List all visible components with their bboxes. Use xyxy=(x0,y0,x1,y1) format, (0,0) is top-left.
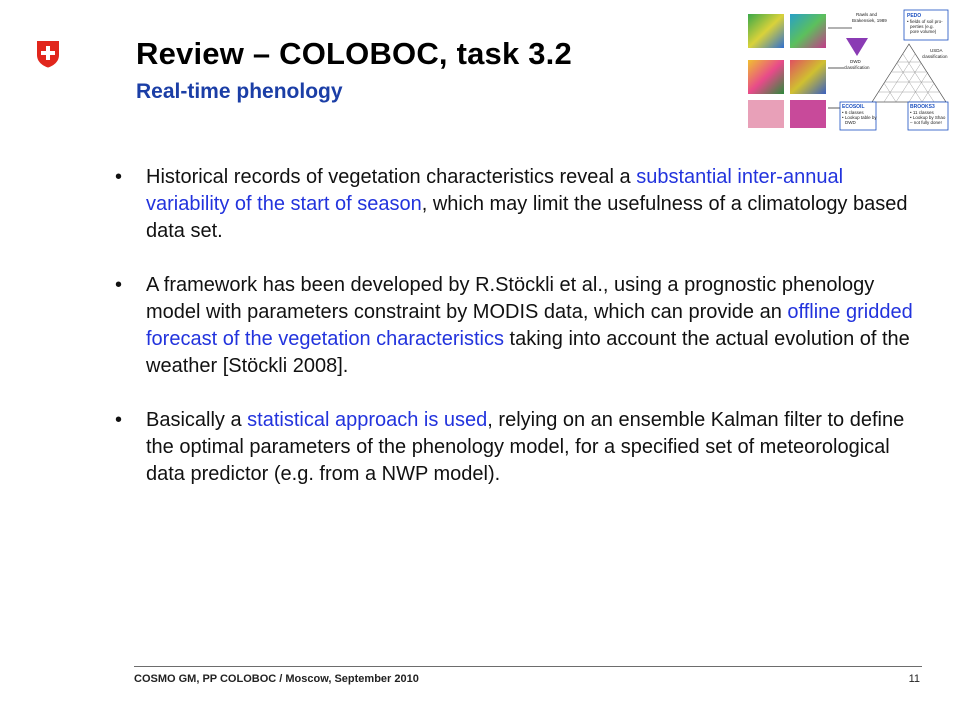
svg-text:classification: classification xyxy=(844,65,870,70)
bullet-dot: • xyxy=(115,166,123,188)
map-thumbnail xyxy=(748,14,784,48)
bullet-dot: • xyxy=(115,274,123,296)
svg-text:DWD: DWD xyxy=(845,120,856,125)
footer-divider xyxy=(134,666,922,667)
bullet-list xyxy=(115,164,915,515)
highlighted-text: substantial inter-annual variability of the start of season xyxy=(146,166,844,215)
svg-text:• Lookup table by: • Lookup table by xyxy=(842,115,877,120)
bullet-text: A framework has been developed by R.Stöckli et al., using a prognostic phenology model with parameters constraint by MODIS data, which can provide an xyxy=(146,274,875,323)
soil-classification-figure xyxy=(744,8,950,132)
svg-text:Rawls and: Rawls and xyxy=(856,12,878,17)
map-thumbnail xyxy=(748,60,784,94)
svg-text:ECOSOIL: ECOSOIL xyxy=(842,104,865,110)
svg-text:BROOKS3: BROOKS3 xyxy=(910,104,935,110)
svg-text:• Lookup by Shao: • Lookup by Shao xyxy=(910,115,946,120)
highlighted-text: offline gridded forecast of the vegetation characteristics xyxy=(146,301,913,350)
bullet-text: Historical records of vegetation characteristics reveal a xyxy=(146,166,637,188)
svg-text:Brakensiek, 1989: Brakensiek, 1989 xyxy=(852,18,887,23)
svg-text:• fields of soil pro-: • fields of soil pro- xyxy=(907,19,943,24)
page-number: 11 xyxy=(908,673,920,685)
highlighted-text: statistical approach is used xyxy=(247,409,488,431)
svg-text:classification: classification xyxy=(922,54,948,59)
svg-text:• 11 classes: • 11 classes xyxy=(910,110,934,115)
bullet-item xyxy=(115,164,915,245)
bullet-text: taking into account the actual evolution of the weather [Stöckli 2008]. xyxy=(146,328,910,377)
svg-text:– not fully done!: – not fully done! xyxy=(910,120,942,125)
swiss-cross-logo xyxy=(34,40,62,68)
svg-text:USDA: USDA xyxy=(930,48,943,53)
map-thumbnail xyxy=(790,14,826,48)
slide-subtitle: Real-time phenology xyxy=(136,80,343,103)
bullet-text: Basically a xyxy=(146,409,248,431)
bullet-text: , relying on an ensemble Kalman filter to define the optimal parameters of the phenology model, for a specified set of meteorological data predictor (e.g. from a NWP model). xyxy=(146,409,905,485)
footer-text: COSMO GM, PP COLOBOC / Moscow, September 2010 xyxy=(134,673,419,685)
bullet-dot: • xyxy=(115,409,123,431)
svg-text:perties (e.g.: perties (e.g. xyxy=(910,24,934,29)
bullet-item xyxy=(115,407,915,488)
svg-text:DWD: DWD xyxy=(850,59,861,64)
bullet-item xyxy=(115,272,915,380)
map-thumbnail xyxy=(790,60,826,94)
slide-title: Review – COLOBOC, task 3.2 xyxy=(136,36,572,71)
svg-text:pore volume): pore volume) xyxy=(910,29,937,34)
bullet-text: , which may limit the usefulness of a climatology based data set. xyxy=(146,193,908,242)
svg-text:PEDO: PEDO xyxy=(907,13,922,19)
svg-text:• 6 classes: • 6 classes xyxy=(842,110,864,115)
